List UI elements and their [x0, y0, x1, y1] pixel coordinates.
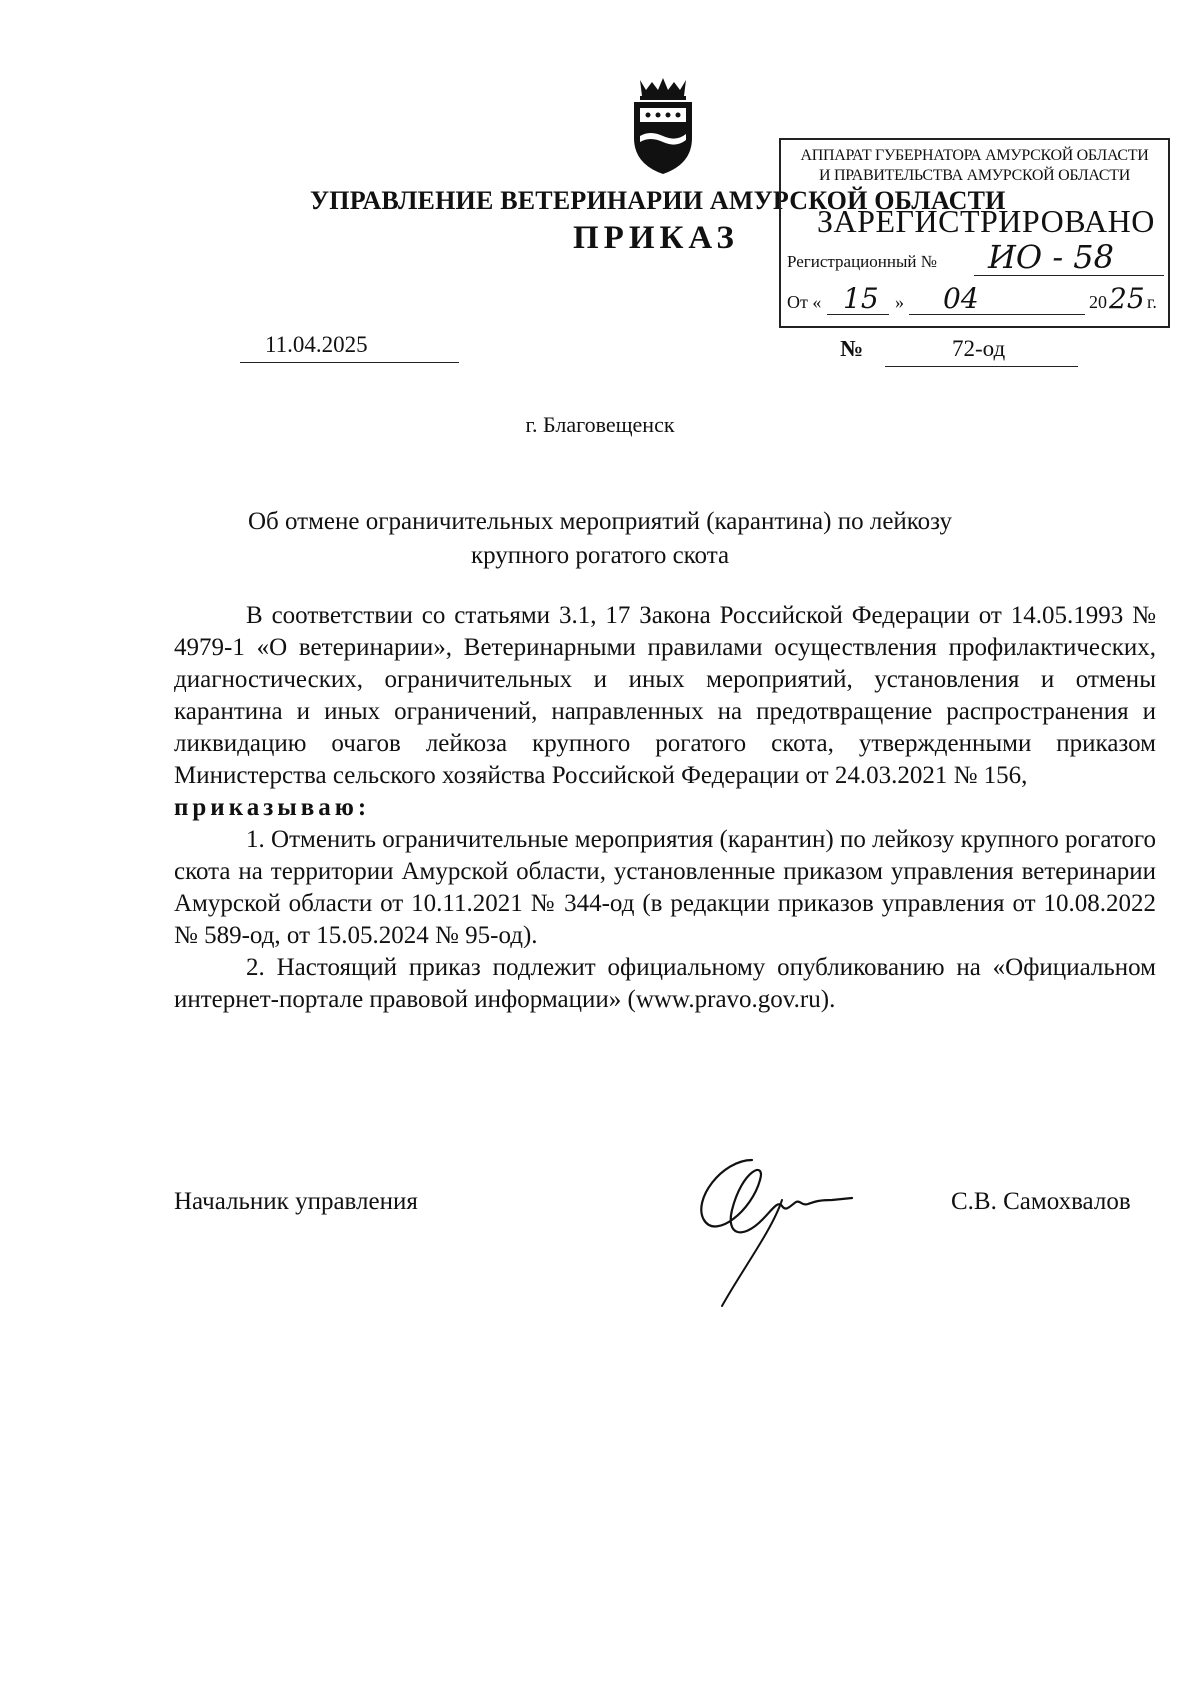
- document-number-label: №: [840, 336, 864, 361]
- date-underline: [240, 362, 459, 363]
- document-type-title: ПРИКАЗ: [573, 220, 739, 256]
- document-body: [174, 600, 1156, 1016]
- body-preamble: В соответствии со статьями 3.1, 17 Закона Российской Федерации от 14.05.1993 № 4979-1 «О ветеринарии», Ветеринарными правилами осуществления профилактических, диагностических, ограничительных и иных мероприятий, установления и отмены карантина и иных ограничений, направленных на предотвращение распространения и ликвидацию очагов лейкоза крупного рогатого скота, утвержденными приказом Министерства сельского хозяйства Российской Федерации от 24.03.2021 № 156,: [174, 602, 1156, 789]
- stamp-year-end: г.: [1147, 292, 1157, 312]
- stamp-date-prefix: От «: [787, 292, 822, 312]
- handwritten-signature-icon: [682, 1140, 872, 1310]
- subject-line-1: Об отмене ограничительных мероприятий (карантина) по лейкозу: [247, 508, 953, 535]
- stamp-authority-line2: И ПРАВИТЕЛЬСТВА АМУРСКОЙ ОБЛАСТИ: [819, 167, 1130, 184]
- number-underline: [885, 366, 1078, 367]
- document-number: 72-од: [952, 336, 1006, 361]
- body-item-2: 2. Настоящий приказ подлежит официальному опубликованию на «Официальном интернет-портале правовой информации» (www.pravo.gov.ru).: [174, 954, 1156, 1013]
- stamp-year-prefix: 20: [1089, 292, 1107, 312]
- document-city: г. Благовещенск: [525, 412, 675, 437]
- stamp-date-mid: »: [895, 292, 904, 312]
- stamp-reg-number-label: Регистрационный №: [787, 252, 937, 271]
- document-date: 11.04.2025: [265, 332, 368, 357]
- stamp-reg-number-value: ИО - 58: [974, 238, 1164, 276]
- stamp-date-row: [787, 282, 1167, 322]
- subject-line-2: крупного рогатого скота: [470, 542, 730, 569]
- registration-stamp: [779, 138, 1170, 328]
- stamp-year-suffix: 25: [1109, 282, 1145, 315]
- body-order-word: приказываю:: [174, 794, 371, 821]
- stamp-date-month: 04: [943, 282, 979, 315]
- stamp-month-underline: [909, 314, 1085, 315]
- coat-of-arms-icon: [626, 76, 700, 176]
- stamp-registered-label: ЗАРЕГИСТРИРОВАНО: [817, 203, 1155, 239]
- organization-name: УПРАВЛЕНИЕ ВЕТЕРИНАРИИ АМУРСКОЙ ОБЛАСТИ: [310, 186, 1006, 215]
- signer-name: С.В. Самохвалов: [951, 1188, 1131, 1215]
- signer-position: Начальник управления: [174, 1188, 418, 1215]
- stamp-authority-line1: АППАРАТ ГУБЕРНАТОРА АМУРСКОЙ ОБЛАСТИ: [800, 147, 1149, 164]
- body-item-1: 1. Отменить ограничительные мероприятия (карантин) по лейкозу крупного рогатого скота на территории Амурской области, установленные приказом управления ветеринарии Амурской области от 10.11.2021 № 344-од (в редакции приказов управления от 10.08.2022 № 589-од, от 15.05.2024 № 95-од).: [174, 826, 1156, 949]
- stamp-date-day: 15: [843, 282, 879, 315]
- document-subject: [0, 505, 1200, 573]
